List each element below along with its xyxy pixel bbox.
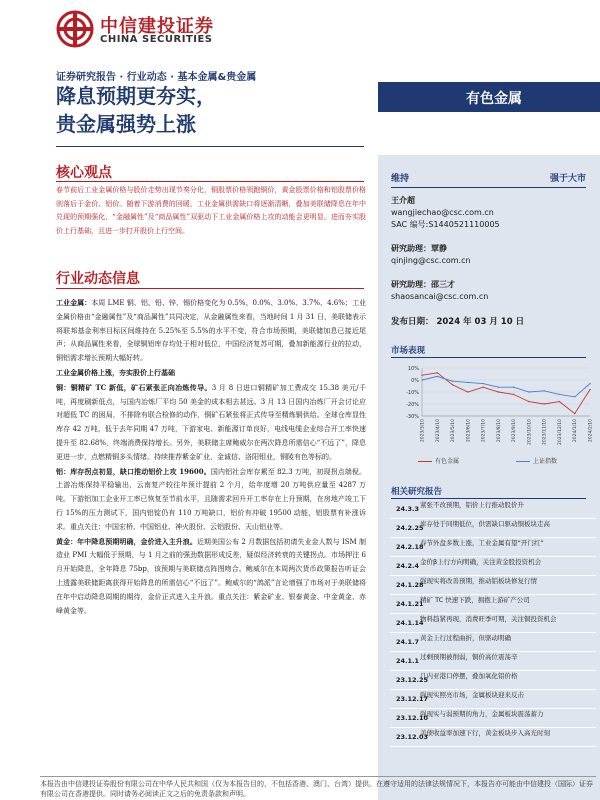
chart-x-tick-label: 2023/12/10 — [557, 419, 563, 445]
related-report-title: 强现实与弱预期的角力，金属板块震荡蓄力 — [420, 710, 544, 718]
title-line-1: 降息预期更夯实， — [56, 84, 216, 108]
chart-x-tick-label: 2023/11/10 — [542, 419, 548, 445]
chart-data-point — [589, 383, 590, 384]
related-reports-list — [390, 500, 596, 747]
related-report-date: 24.1.21 — [396, 600, 424, 608]
news-body — [56, 296, 366, 618]
related-report-date: 24.2.18 — [396, 543, 424, 551]
logo-chinese-name: 中信建投证券 — [100, 16, 214, 37]
related-report-date: 23.12.03 — [396, 733, 429, 741]
chart-data-point — [589, 389, 590, 390]
related-report-row[interactable] — [390, 519, 596, 538]
related-report-date: 24.1.28 — [396, 581, 424, 589]
chart-x-tick-label: 2023/5/10 — [451, 419, 457, 443]
chart-data-point — [482, 387, 483, 388]
report-title — [56, 82, 376, 138]
news-paragraph — [56, 366, 366, 381]
key-points-heading: 核心观点 — [56, 165, 112, 181]
disclaimer: 本报告由中信建投证券股份有限公司在中华人民共和国（仅为本报告目的，不包括香港、澳门、台湾）提供。在遵守适用的法律法规情况下，本报告亦可能由中信建投（国际）证券有限公司在香港提供。同时请务必阅读正文之后的免责条款和声明。 — [40, 776, 596, 799]
analyst-email[interactable]: wangjiechao@csc.com.cn — [391, 208, 494, 217]
news-paragraph — [56, 381, 366, 465]
chart-y-tick-label: -30% — [406, 414, 419, 420]
chart-data-point — [513, 387, 514, 388]
chart-data-point — [543, 403, 544, 404]
chart-data-point — [452, 381, 453, 382]
chart-x-tick-label: 2023/3/10 — [420, 419, 426, 443]
key-points-rule — [56, 181, 364, 182]
rating-value: 强于大市 — [549, 174, 586, 184]
news-lead: 黄金：年中降息预期明确，金价进入主升浪。 — [56, 536, 197, 546]
legend-label: 有色金属 — [435, 458, 460, 465]
market-rule — [391, 357, 586, 358]
related-report-title: 金价β上行方向明确，关注黄金股投资机会 — [420, 558, 542, 566]
publish-date: 发布日期： 2024 年 03 月 10 日 — [391, 317, 525, 327]
related-report-title: 春节外盘多数上涨，工业金属有望“开门红” — [420, 539, 544, 547]
rating-rule — [391, 187, 586, 188]
chart-data-point — [498, 387, 499, 388]
chart-data-point — [498, 391, 499, 392]
chart-legend — [400, 456, 596, 466]
related-report-title: 库存处于同期低位，供需缺口驱动铜板块走高 — [420, 520, 550, 528]
news-text: 3 月 8 日进口铜精矿加工费成交 15.38 美元/千吨，再度刷新低点，与国内冶炼厂平均 50 美金的成本相去甚远。3 月 13 日国内冶炼厂开会讨论应对超低 TC 的困局，不排除有联合检修的动作，铜矿石紧张将正式传导至精炼铜供给。全球仓库显性库存 42 万吨，低于去年同期 47 万吨，下游家电、新能源订单良好，电线电缆企业综合开工率快速提升至 82.68%，终端消费保持增长。另外，美联储主席鲍威尔在两次降息所需信心“不远了”，降息更进一步，点燃精铜多头情绪。持续推荐紫金矿业、金诚信、洛阳钼业，铜陵有色等标的。 — [56, 383, 366, 461]
legend-item — [418, 456, 459, 465]
chart-y-tick-label: -20% — [406, 402, 419, 408]
related-report-date: 23.12.25 — [396, 676, 429, 684]
related-report-title: 过剩预期被削弱，铜价高位震荡辛 — [420, 653, 518, 661]
related-report-date: 24.2.4 — [396, 562, 420, 570]
rating-action: 维持 — [391, 174, 410, 184]
related-report-row[interactable] — [390, 614, 596, 633]
legend-swatch — [516, 461, 530, 462]
chart-x-tick-label: 2023/8/10 — [496, 419, 502, 443]
legend-label: 上证指数 — [533, 458, 558, 465]
chart-data-point — [559, 394, 560, 395]
related-report-date: 24.1.14 — [396, 619, 424, 627]
chart-data-point — [574, 396, 575, 397]
chart-data-point — [513, 394, 514, 395]
related-report-row[interactable] — [390, 652, 596, 671]
logo-mark-icon — [56, 10, 94, 48]
chart-x-tick-label: 2023/4/10 — [435, 419, 441, 443]
legend-swatch — [418, 461, 432, 462]
chart-data-point — [437, 372, 438, 373]
sector-banner — [378, 82, 600, 112]
related-report-row[interactable] — [390, 595, 596, 614]
related-report-title: 紧张不改预期，铝价上行推动股价升 — [420, 501, 524, 509]
analyst-sac: SAC 编号:S1440521110005 — [391, 220, 500, 229]
analyst-email[interactable]: shaosancai@csc.com.cn — [391, 292, 489, 301]
chart-data-point — [574, 413, 575, 414]
analyst-block — [391, 243, 471, 267]
news-paragraph — [56, 535, 366, 619]
related-report-date: 24.3.3 — [396, 505, 420, 513]
analyst-block — [391, 279, 488, 303]
news-text: 国内铝社会库存累至 82.3 万吨，初现拐点端倪。上游冶炼保持平稳输出，云南复产较往年预计提前 2 个月，给年度增 20 万吨供应量至 4287 万吨。下游铝加工企业开工率已恢复至节前水平，且随需求回升开工率存在上升预期，在房地产竣工下行 15%的压力测试下，国内铝锭仍有 110 万吨缺口，铝价有冲破 19500 动能，铝股票有补涨诉求。重点关注：中国宏桥、中国铝业、神火股份、云铝股份、天山铝业等。 — [56, 467, 366, 531]
chart-data-point — [467, 382, 468, 383]
related-report-title: 几内亚港口停摆，叠加氧化铝价格 — [420, 672, 518, 680]
related-report-row[interactable] — [390, 576, 596, 595]
news-paragraph — [56, 465, 366, 535]
chart-data-point — [482, 383, 483, 384]
news-lead: 工业金属： — [56, 298, 92, 307]
related-report-row[interactable] — [390, 709, 596, 728]
chart-series-line — [422, 376, 590, 396]
chart-data-point — [421, 379, 422, 380]
related-report-row[interactable] — [390, 633, 596, 652]
legend-item — [516, 456, 557, 465]
related-report-date: 23.12.17 — [396, 695, 429, 703]
chart-data-point — [528, 391, 529, 392]
related-report-date: 24.2.25 — [396, 524, 424, 532]
chart-data-point — [543, 390, 544, 391]
chart-data-point — [421, 375, 422, 376]
chart-x-tick-label: 2023/10/10 — [527, 419, 533, 445]
news-rule — [56, 288, 364, 289]
news-subheading: 工业金属价格上涨，夯实股价上行基础 — [56, 367, 175, 377]
title-line-2: 贵金属强势上涨 — [56, 112, 196, 136]
news-paragraph — [56, 296, 366, 366]
analyst-email[interactable]: qinjing@csc.com.cn — [391, 256, 471, 265]
related-report-title: 精矿 TC 快速下跌，拥抱上游矿产公司 — [420, 596, 530, 604]
news-heading: 行业动态信息 — [56, 271, 140, 287]
related-report-date: 23.12.10 — [396, 714, 429, 722]
chart-x-tick-label: 2024/2/10 — [588, 419, 594, 443]
chart-data-point — [452, 384, 453, 385]
company-logo — [56, 10, 256, 50]
related-report-row[interactable] — [390, 690, 596, 709]
related-report-date: 24.1.7 — [396, 638, 420, 646]
related-report-row[interactable] — [390, 728, 596, 747]
chart-x-tick-label: 2023/6/10 — [466, 419, 472, 443]
related-rule — [391, 498, 586, 499]
chart-y-tick-label: -10% — [406, 390, 419, 396]
related-heading: 相关研究报告 — [391, 487, 443, 497]
related-report-title: 强现实将改善预期，推动铝板块修复行情 — [420, 577, 537, 585]
market-heading: 市场表现 — [391, 346, 426, 356]
news-text: 近期美国公布 2 月数据包括初请失业金人数与 ISM 制造业 PMI 大幅低于预期，与 1 月之前的强劲数据形成反差，疑似经济转衰的关键拐点。市场押注 6 月开始降息，全年降息 75bp，该预期与美联储点阵图吻合。鲍威尔在本周两次货币政策报告听证会上透露美联储距离获得开始降息的所需信心“不远了”。鲍威尔的“鸽派”言论增强了市场对于美联储将在年中启动降息周期的期待，金价正式进入主升浪。重点关注：紫金矿业、银泰黄金、中金黄金、赤峰黄金等。 — [56, 537, 366, 615]
related-report-row[interactable] — [390, 500, 596, 519]
chart-x-tick-label: 2023/7/10 — [481, 419, 487, 443]
report-type-line: 证券研究报告 · 行业动态 · 基本金属&贵金属 — [56, 72, 257, 83]
related-report-row[interactable] — [390, 671, 596, 690]
news-text: 本周 LME 铜、铝、铅、锌、锡价格变化为 0.5%、0.0%、3.0%、3.7%、4.6%；工业金属价格由“金融属性”及“商品属性”共同决定，从金融属性来看，当地时间 1 月 31 日，美联储表示将联邦基金利率目标区间维持在 5.25%至 5.5%的水平不变，符合市场预期，美联储加息已接近尾声；从商品属性来看，全球铜铝库存均处于相对低位，中国经济复苏可期，叠加新能源行业的拉动，铜铝需求增长预期大幅好转。 — [56, 299, 366, 363]
related-report-title: 美债收益率加速下行，黄金板块步入高光时刻 — [420, 729, 550, 737]
chart-x-tick-label: 2023/9/10 — [512, 419, 518, 443]
news-lead: 铝：库存拐点初显，缺口推动铝价上攻 19600。 — [56, 466, 211, 476]
chart-data-point — [437, 376, 438, 377]
chart-series-line — [422, 373, 590, 414]
chart-data-point — [559, 401, 560, 402]
analyst-name: 王介超 — [391, 196, 415, 205]
related-report-title: 物料趋紧再现，消费旺季可期，关注铜投资机会 — [420, 615, 557, 623]
key-points-text: 春节前后工业金属价格与股价走势出现节奏分化，铜股票价格领跑铜价，黄金股票价格和铝股票价格则落后于金价、铝价。随着下游消费的回暖，工业金属供需缺口将逐渐清晰，叠加美联储降息在年中兑现的预期强化，“金融属性”及“商品属性”双驱动下工业金属价格上攻的动能会更明显，进而夯实股价上行基础，且进一步打开股价上行空间。 — [56, 186, 366, 235]
news-lead: 铜：铜精矿 TC 新低，矿石紧张正向冶炼传导。 — [56, 382, 212, 392]
analyst-name: 研究助理：覃静 — [391, 244, 447, 253]
analyst-block — [391, 195, 500, 231]
sector-label: 有色金属 — [466, 91, 522, 107]
related-report-row[interactable] — [390, 557, 596, 576]
related-report-date: 24.1.1 — [396, 657, 420, 665]
title-divider — [56, 146, 364, 147]
chart-y-tick-label: 0% — [411, 378, 419, 384]
logo-english-name: CHINA SECURITIES — [100, 34, 213, 45]
chart-data-point — [467, 391, 468, 392]
chart-y-tick-label: 10% — [407, 366, 419, 372]
related-report-title: 强现实照亮市场，金属板块迎来反击 — [420, 691, 524, 699]
related-report-row[interactable] — [390, 538, 596, 557]
chart-x-tick-label: 2024/1/10 — [573, 419, 579, 443]
related-report-title: 黄金上行过程曲折，但驱动明确 — [420, 634, 511, 642]
chart-data-point — [528, 401, 529, 402]
analyst-name: 研究助理：邵三才 — [391, 280, 455, 289]
